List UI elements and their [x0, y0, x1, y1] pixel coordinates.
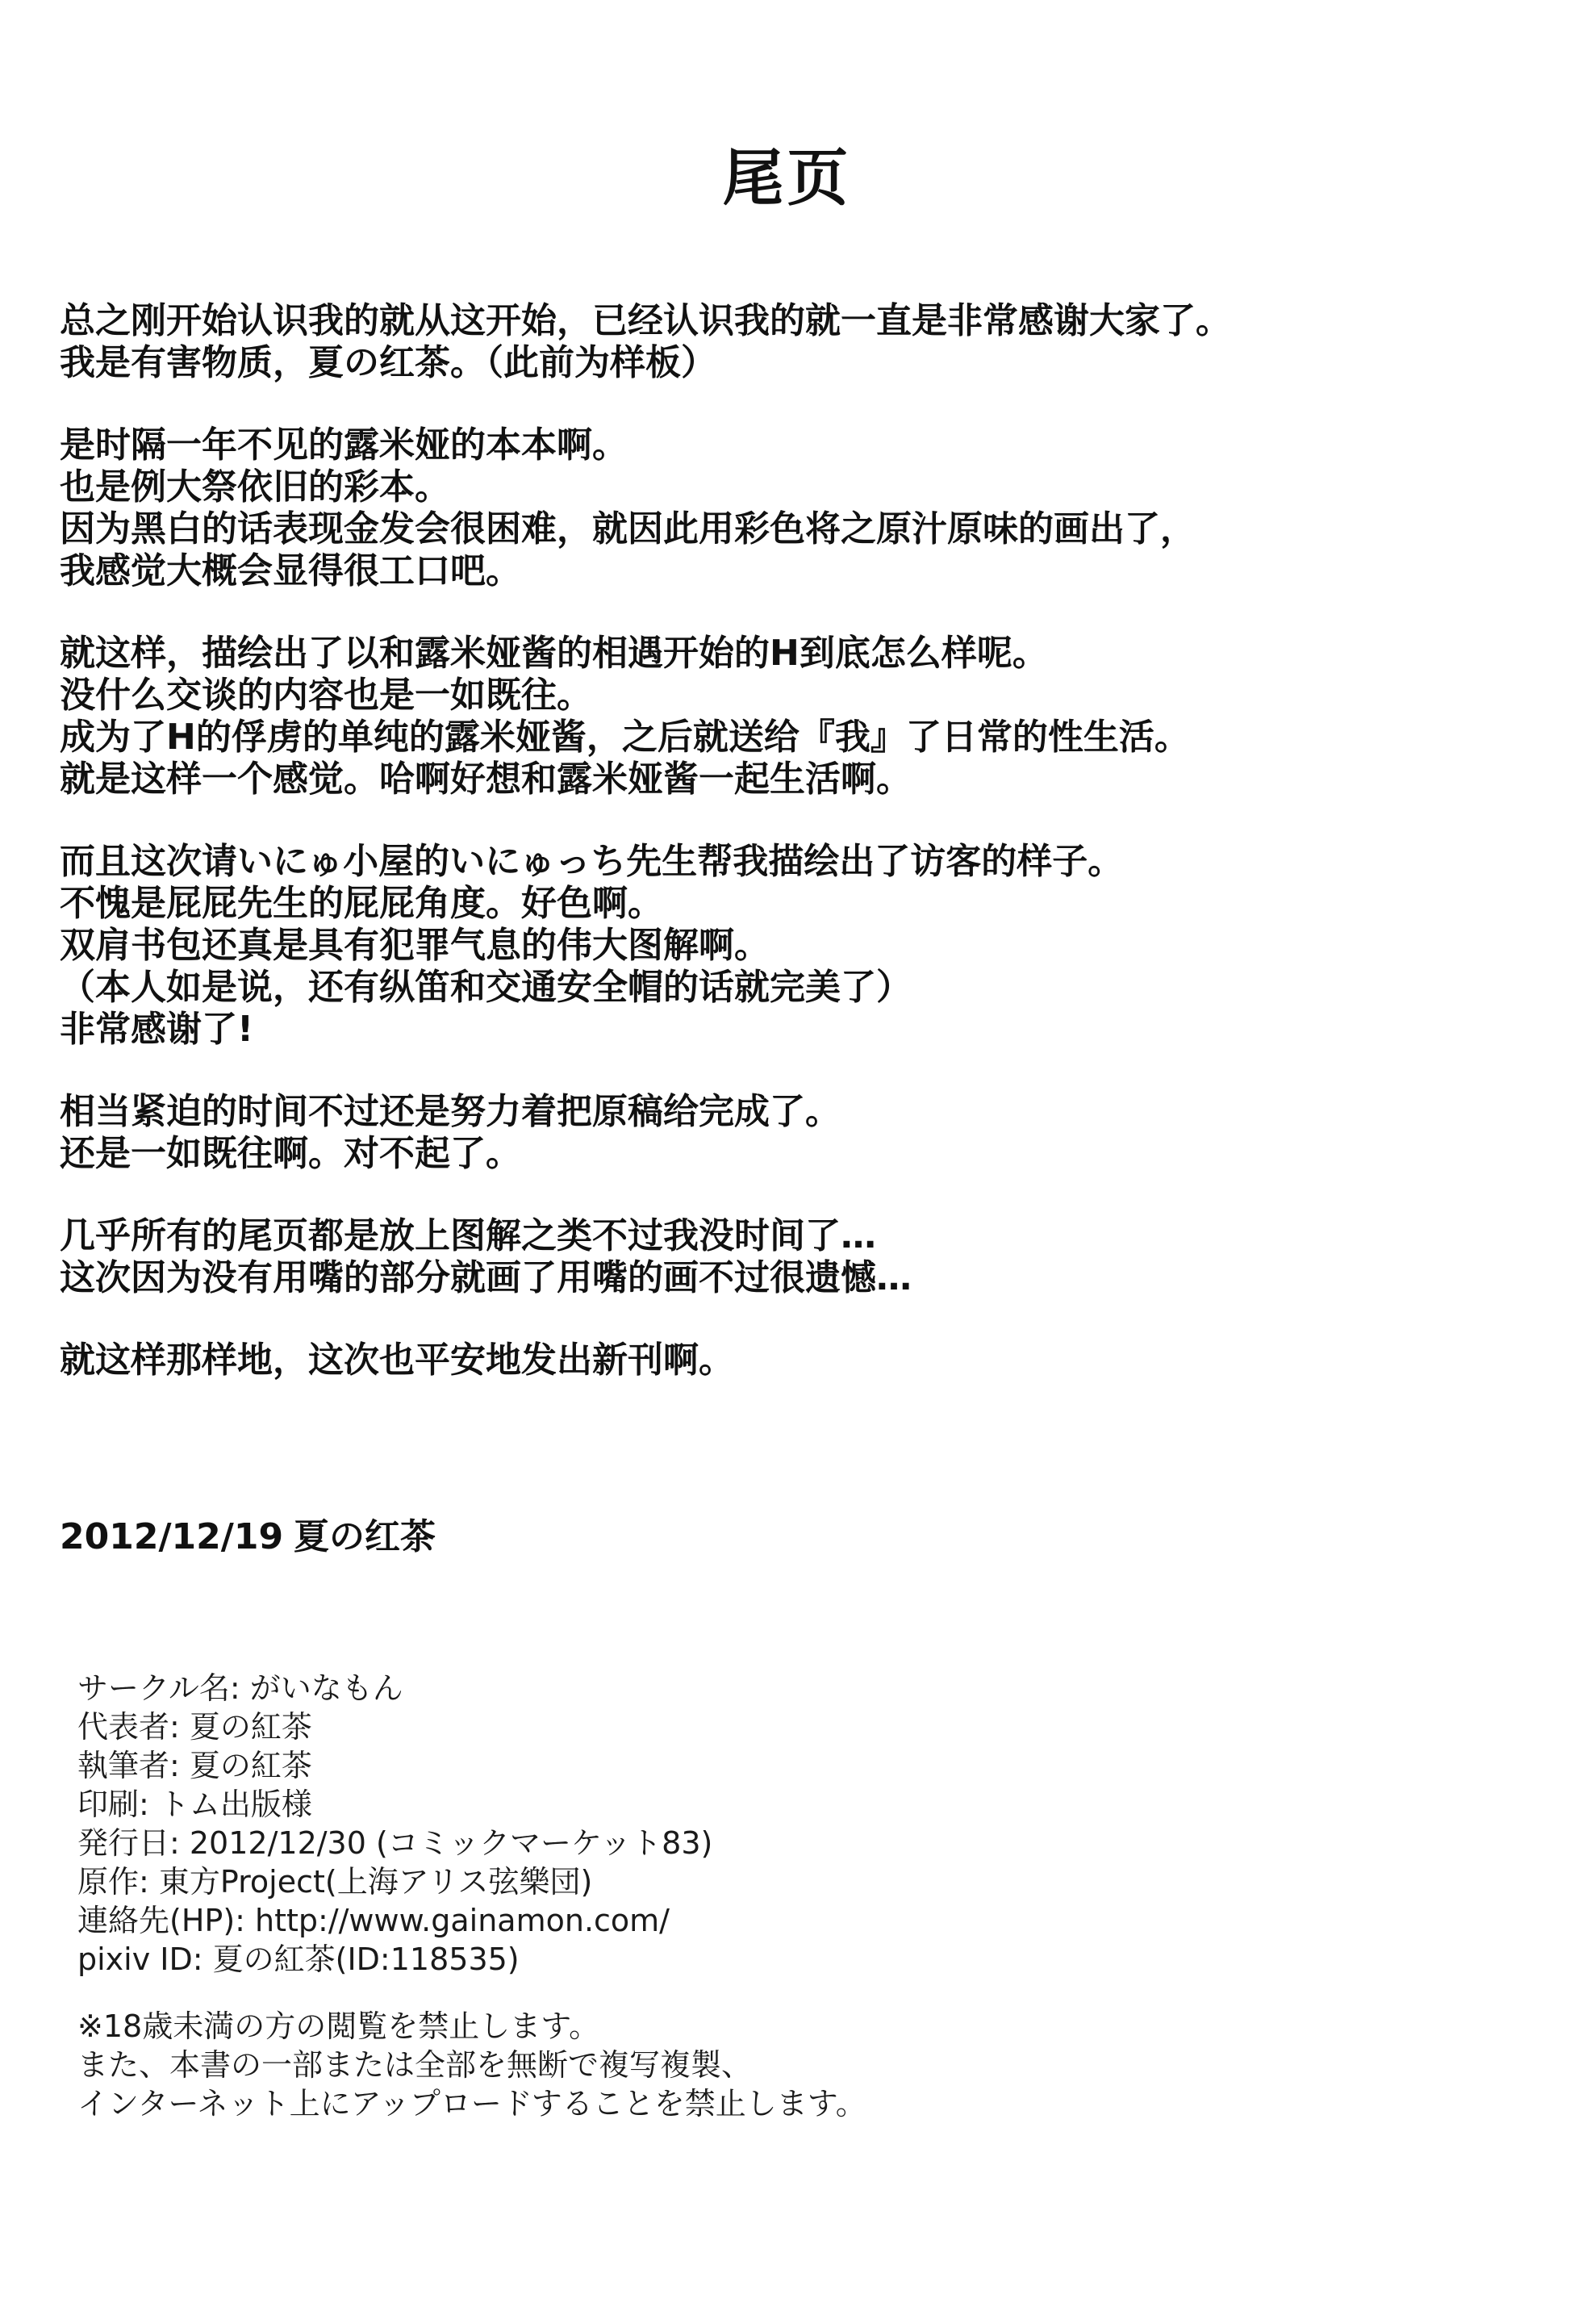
text-line: 我是有害物质，夏の红茶。（此前为样板） [60, 342, 716, 383]
text-line: 而且这次请いにゅ小屋的いにゅっち先生帮我描绘出了访客的样子。 [60, 841, 1124, 882]
text-line: 就这样那样地，这次也平安地发出新刊啊。 [60, 1340, 734, 1381]
age-restriction-notice [77, 2007, 1288, 2123]
colophon-contact: 連絡先(HP): http://www.gainamon.com/ [77, 1903, 670, 1938]
text-line: 就是这样一个感觉。哈啊好想和露米娅酱一起生活啊。 [60, 759, 912, 800]
signature-name: 夏の红茶 [294, 1516, 436, 1557]
colophon-author: 執筆者: 夏の紅茶 [77, 1748, 312, 1783]
text-line: 因为黑白的话表现金发会很困难，就因此用彩色将之原汁原味的画出了， [60, 508, 1196, 550]
text-line: 非常感谢了! [60, 1009, 254, 1050]
colophon-original-work: 原作: 東方Project(上海アリス弦樂団) [77, 1864, 593, 1900]
colophon-circle-name: サークル名: がいなもん [77, 1670, 403, 1706]
text-line: 是时隔一年不见的露米娅的本本啊。 [60, 424, 628, 466]
text-line: 几乎所有的尾页都是放上图解之类不过我没时间了… [60, 1215, 876, 1256]
text-line: 还是一如既往啊。对不起了。 [60, 1133, 521, 1174]
text-line: 相当紧迫的时间不过还是努力着把原稿给完成了。 [60, 1091, 841, 1132]
notice-line: ※18歳未満の方の閲覧を禁止します。 [77, 2008, 600, 2044]
text-line: 就这样，描绘出了以和露米娅酱的相遇开始的H到底怎么样呢。 [60, 633, 1048, 674]
text-line: 总之刚开始认识我的就从这开始，已经认识我的就一直是非常感谢大家了。 [60, 300, 1231, 341]
paragraph [60, 1091, 1512, 1175]
page-title: 尾页 [722, 142, 852, 214]
text-line: （本人如是说，还有纵笛和交通安全帽的话就完美了） [60, 967, 912, 1008]
text-line: 不愧是屁屁先生的屁屁角度。好色啊。 [60, 883, 663, 924]
notice-line: インターネット上にアップロードすることを禁止します。 [77, 2086, 866, 2121]
text-line: 我感觉大概会显得很工口吧。 [60, 550, 521, 591]
text-line: 没什么交谈的内容也是一如既往。 [60, 675, 592, 716]
text-line: 这次因为没有用嘴的部分就画了用嘴的画不过很遗憾… [60, 1257, 912, 1298]
notice-line: また、本書の一部または全部を無断で複写複製、 [77, 2047, 753, 2083]
colophon-representative: 代表者: 夏の紅茶 [77, 1709, 312, 1745]
signature [60, 1507, 436, 1559]
afterword-body [60, 300, 1512, 1422]
paragraph [60, 1215, 1512, 1299]
colophon-publish-date: 発行日: 2012/12/30 (コミックマーケット83) [77, 1825, 713, 1861]
paragraph [60, 300, 1512, 384]
paragraph [60, 424, 1512, 592]
paragraph [60, 841, 1512, 1051]
text-line: 双肩书包还真是具有犯罪气息的伟大图解啊。 [60, 925, 770, 966]
paragraph [60, 1340, 1512, 1381]
signature-date: 2012/12/19 [60, 1516, 284, 1557]
text-line: 也是例大祭依旧的彩本。 [60, 466, 450, 508]
paragraph [60, 633, 1512, 800]
colophon [77, 1669, 1207, 1979]
colophon-printer: 印刷: トム出版様 [77, 1787, 312, 1822]
colophon-pixiv-id: pixiv ID: 夏の紅茶(ID:118535) [77, 1942, 520, 1977]
text-line: 成为了H的俘虏的单纯的露米娅酱，之后就送给『我』了日常的性生活。 [60, 717, 1190, 758]
